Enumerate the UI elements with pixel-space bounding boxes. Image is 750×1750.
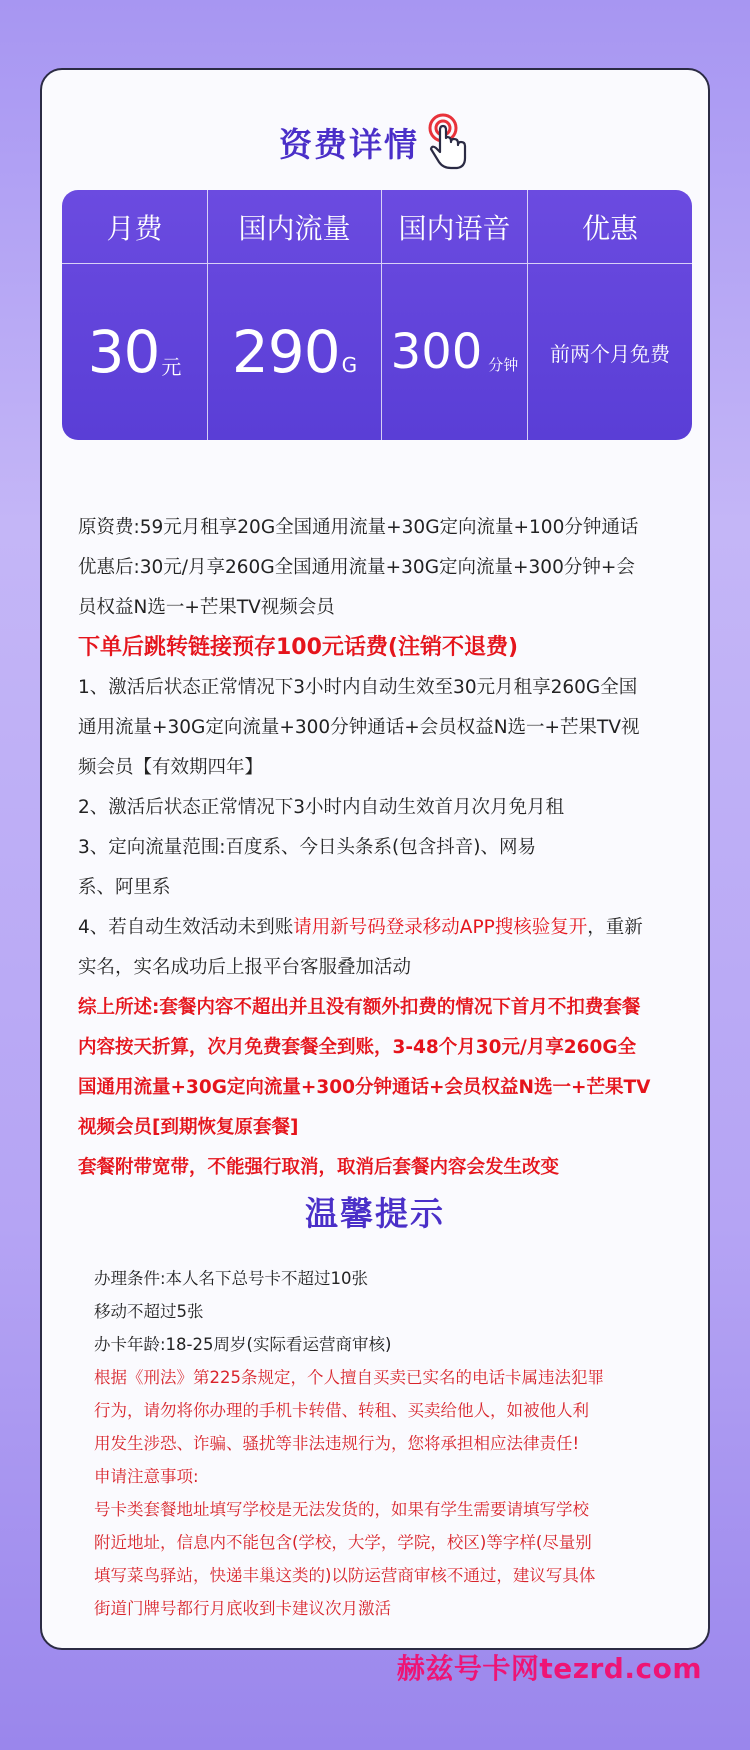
- item1-line-1: 1、激活后状态正常情况下3小时内自动生效至30元月租享260G全国: [78, 677, 638, 698]
- discount-line-1: 优惠后:30元/月享260G全国通用流量+30G定向流量+300分钟+会: [78, 557, 635, 578]
- summary-line-3: 国通用流量+30G定向流量+300分钟通话+会员权益N选一+芒果TV: [78, 1077, 651, 1098]
- voice-cell: [382, 264, 528, 440]
- notice-line-4: 街道门牌号都行月底收到卡建议次月激活: [94, 1599, 391, 1618]
- header-domestic-data: 国内流量: [208, 190, 382, 264]
- notice-line-1: 号卡类套餐地址填写学校是无法发货的，如果有学生需要请填写学校: [94, 1500, 589, 1519]
- promo-cell: [528, 264, 692, 440]
- item4-line-2: 实名，实名成功后上报平台客服叠加活动: [78, 957, 412, 978]
- voice-unit: 分钟: [488, 355, 519, 374]
- item3-line-2: 系、阿里系: [78, 877, 171, 898]
- condition-line-2: 移动不超过5张: [94, 1302, 204, 1321]
- original-price-line: 原资费:59元月租享20G全国通用流量+30G定向流量+100分钟通话: [78, 517, 639, 538]
- plan-details: [78, 508, 688, 1188]
- condition-line-1: 办理条件:本人名下总号卡不超过10张: [94, 1269, 369, 1288]
- monthly-fee-value: 30: [87, 318, 160, 386]
- item4-text-a: 4、若自动生效活动未到账: [78, 917, 294, 938]
- tips-title: 温馨提示: [305, 1194, 445, 1233]
- monthly-fee-cell: [62, 264, 208, 440]
- broadband-notice: 套餐附带宽带，不能强行取消，取消后套餐内容会发生改变: [78, 1157, 560, 1178]
- monthly-fee-unit: 元: [161, 354, 182, 379]
- header: [42, 112, 708, 172]
- data-unit: G: [341, 353, 358, 377]
- watermark: 赫兹号卡网tezrd.com: [396, 1652, 702, 1685]
- item4-text-b: ，重新: [587, 917, 643, 938]
- summary-line-1: 综上所述:套餐内容不超出并且没有额外扣费的情况下首月不扣费套餐: [78, 997, 641, 1018]
- header-promo: 优惠: [528, 190, 692, 264]
- fee-table: [62, 190, 692, 440]
- item2-line: 2、激活后状态正常情况下3小时内自动生效首月次月免月租: [78, 797, 565, 818]
- voice-value: 300: [390, 324, 483, 380]
- data-value: 290: [231, 318, 340, 386]
- header-domestic-voice: 国内语音: [382, 190, 528, 264]
- item3-line-1: 3、定向流量范围:百度系、今日头条系(包含抖音)、网易: [78, 837, 536, 858]
- discount-line-2: 员权益N选一+芒果TV视频会员: [78, 597, 335, 618]
- law-line-1: 根据《刑法》第225条规定，个人擅自买卖已实名的电话卡属违法犯罪: [94, 1368, 604, 1387]
- age-line: 办卡年龄:18-25周岁(实际看运营商审核): [94, 1335, 392, 1354]
- item1-line-2: 通用流量+30G定向流量+300分钟通话+会员权益N选一+芒果TV视: [78, 717, 640, 738]
- item4-highlight: 请用新号码登录移动APP搜核验复开: [293, 917, 588, 938]
- tips-section: [94, 1262, 694, 1625]
- notice-line-3: 填写菜鸟驿站，快递丰巢这类的)以防运营商审核不通过，建议写具体: [94, 1566, 596, 1585]
- promo-value: 前两个月免费: [550, 341, 670, 366]
- notice-title: 申请注意事项:: [94, 1467, 199, 1486]
- data-cell: [208, 264, 382, 440]
- pointing-hand-icon: [425, 112, 471, 172]
- item4-line-1: [78, 908, 688, 948]
- header-monthly-fee: 月费: [62, 190, 208, 264]
- page-title: 资费详情: [279, 124, 419, 164]
- notice-line-2: 附近地址，信息内不能包含(学校，大学，学院，校区)等字样(尽量别: [94, 1533, 592, 1552]
- item1-line-3: 频会员【有效期四年】: [78, 757, 264, 778]
- plan-card: [40, 68, 710, 1650]
- summary-line-2: 内容按天折算，次月免费套餐全到账，3-48个月30元/月享260G全: [78, 1037, 637, 1058]
- prestore-notice: 下单后跳转链接预存100元话费(注销不退费): [78, 635, 519, 660]
- law-line-2: 行为，请勿将你办理的手机卡转借、转租、买卖给他人，如被他人利: [94, 1401, 589, 1420]
- law-line-3: 用发生涉恐、诈骗、骚扰等非法违规行为，您将承担相应法律责任!: [94, 1434, 580, 1453]
- summary-line-4: 视频会员[到期恢复原套餐]: [78, 1117, 299, 1138]
